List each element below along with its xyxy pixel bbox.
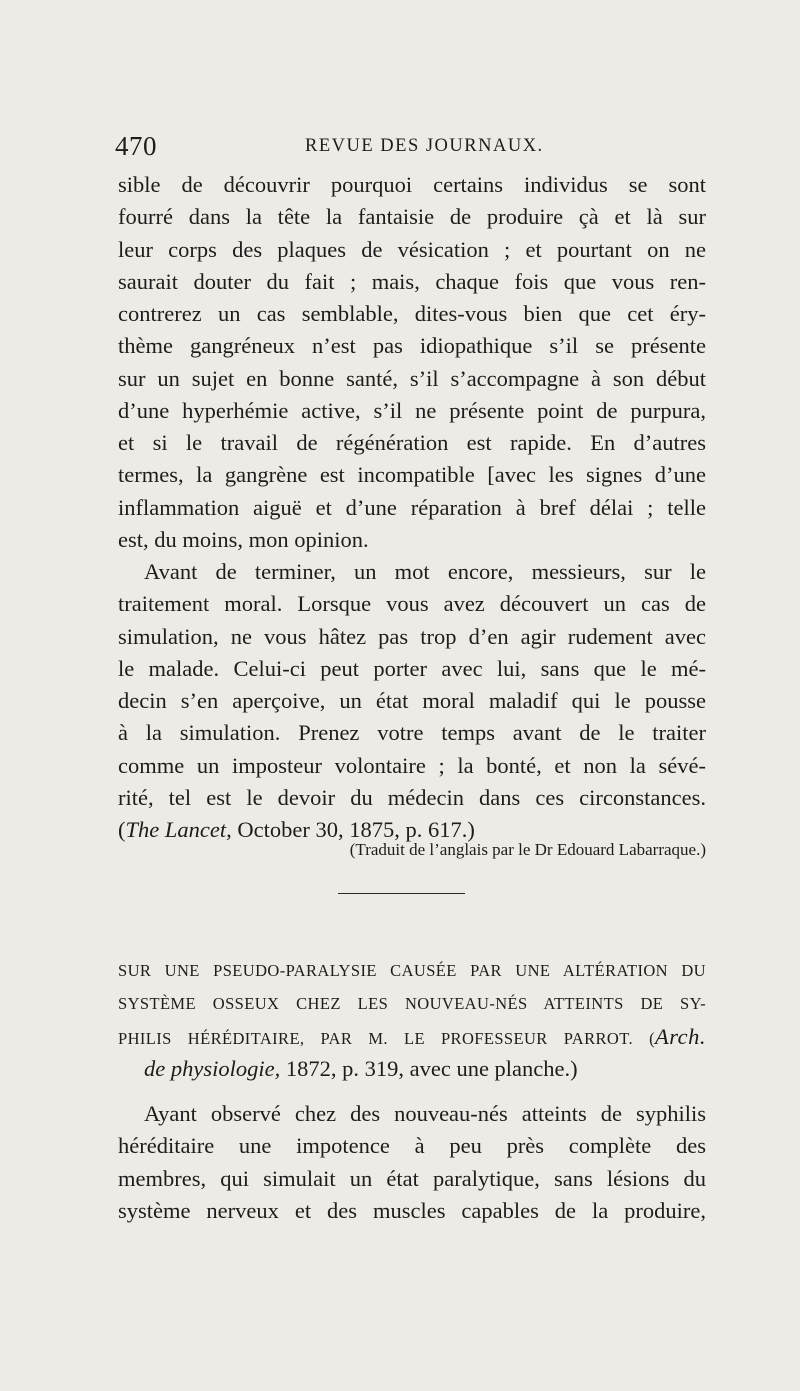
text-line: sur un sujet en bonne santé, s’il s’accompagne à son début [118,365,706,391]
text-line: est, du moins, mon opinion. [118,526,369,552]
title-caps: PHILIS HÉRÉDITAIRE, PAR M. LE PROFESSEUR PARROT. [118,1029,634,1048]
article-title [118,954,706,1085]
journal-name: de physiologie, [144,1056,281,1081]
text-line: decin s’en aperçoive, un état moral maladif qui le pousse [118,688,706,713]
title-line: SUR UNE PSEUDO-PARALYSIE CAUSÉE PAR UNE ALTÉRATION DU [118,961,706,980]
text-line: fourré dans la tête la fantaisie de produire çà et là sur [118,204,706,230]
citation-details: 1872, p. 319, avec une planche.) [280,1056,578,1081]
text-line: à la simulation. Prenez votre temps avant de le traiter [118,720,706,746]
text-line: rité, tel est le devoir du médecin dans ces circonstances. [118,784,706,810]
text-line: Ayant observé chez des nouveau-nés atteints de syphilis [144,1101,706,1126]
title-line: SYSTÈME OSSEUX CHEZ LES NOUVEAU-NÉS ATTEINTS DE SY- [118,994,706,1013]
title-line [118,1020,706,1053]
journal-name: Arch. [654,1024,706,1049]
text-line: simulation, ne vous hâtez pas trop d’en agir rudement avec [118,623,706,649]
paragraph-continued [118,169,706,556]
journal-name: The Lancet, [125,817,232,842]
text-line: sible de découvrir pourquoi certains individus se sont [118,172,706,197]
section-divider [338,893,465,894]
text-line: système nerveux et des muscles capables de la produire, [118,1197,706,1223]
text-line: traitement moral. Lorsque vous avez découvert un cas de [118,591,706,617]
paragraph-parrot [118,1098,706,1227]
text-line: saurait douter du fait ; mais, chaque fois que vous ren- [118,268,706,294]
page-number: 470 [115,131,157,161]
text-line: leur corps des plaques de vésication ; et pourtant on ne [118,236,706,262]
text-line: contrerez un cas semblable, dites-vous bien que cet éry- [118,301,706,326]
page-header [115,131,707,161]
text-line: comme un imposteur volontaire ; la bonté, et non la sévé- [118,752,706,778]
text-line: inflammation aiguë et d’une réparation à bref délai ; telle [118,494,706,520]
text-line: termes, la gangrène est incompatible [avec les signes d’une [118,462,706,488]
citation-open: ( [118,817,126,842]
text-line: membres, qui simulait un état paralytique, sans lésions du [118,1165,706,1191]
text-line: héréditaire une impotence à peu près complète des [118,1133,706,1159]
text-line: le malade. Celui-ci peut porter avec lui, sans que le mé- [118,655,706,681]
citation-details: October 30, 1875, p. 617.) [231,817,475,842]
translator-credit: (Traduit de l’anglais par le Dr Edouard Labarraque.) [349,840,706,859]
text-line: thème gangréneux n’est pas idiopathique s’il se présente [118,333,706,359]
text-line: d’une hyperhémie active, s’il ne présente point de purpura, [118,397,706,423]
paragraph-moral-treatment [118,556,706,846]
title-paren: ( [633,1029,655,1048]
title-line [118,1053,706,1085]
text-line: Avant de terminer, un mot encore, messieurs, sur le [144,559,706,584]
running-title: REVUE DES JOURNAUX. [305,136,544,156]
text-line: et si le travail de régénération est rapide. En d’autres [118,430,706,455]
